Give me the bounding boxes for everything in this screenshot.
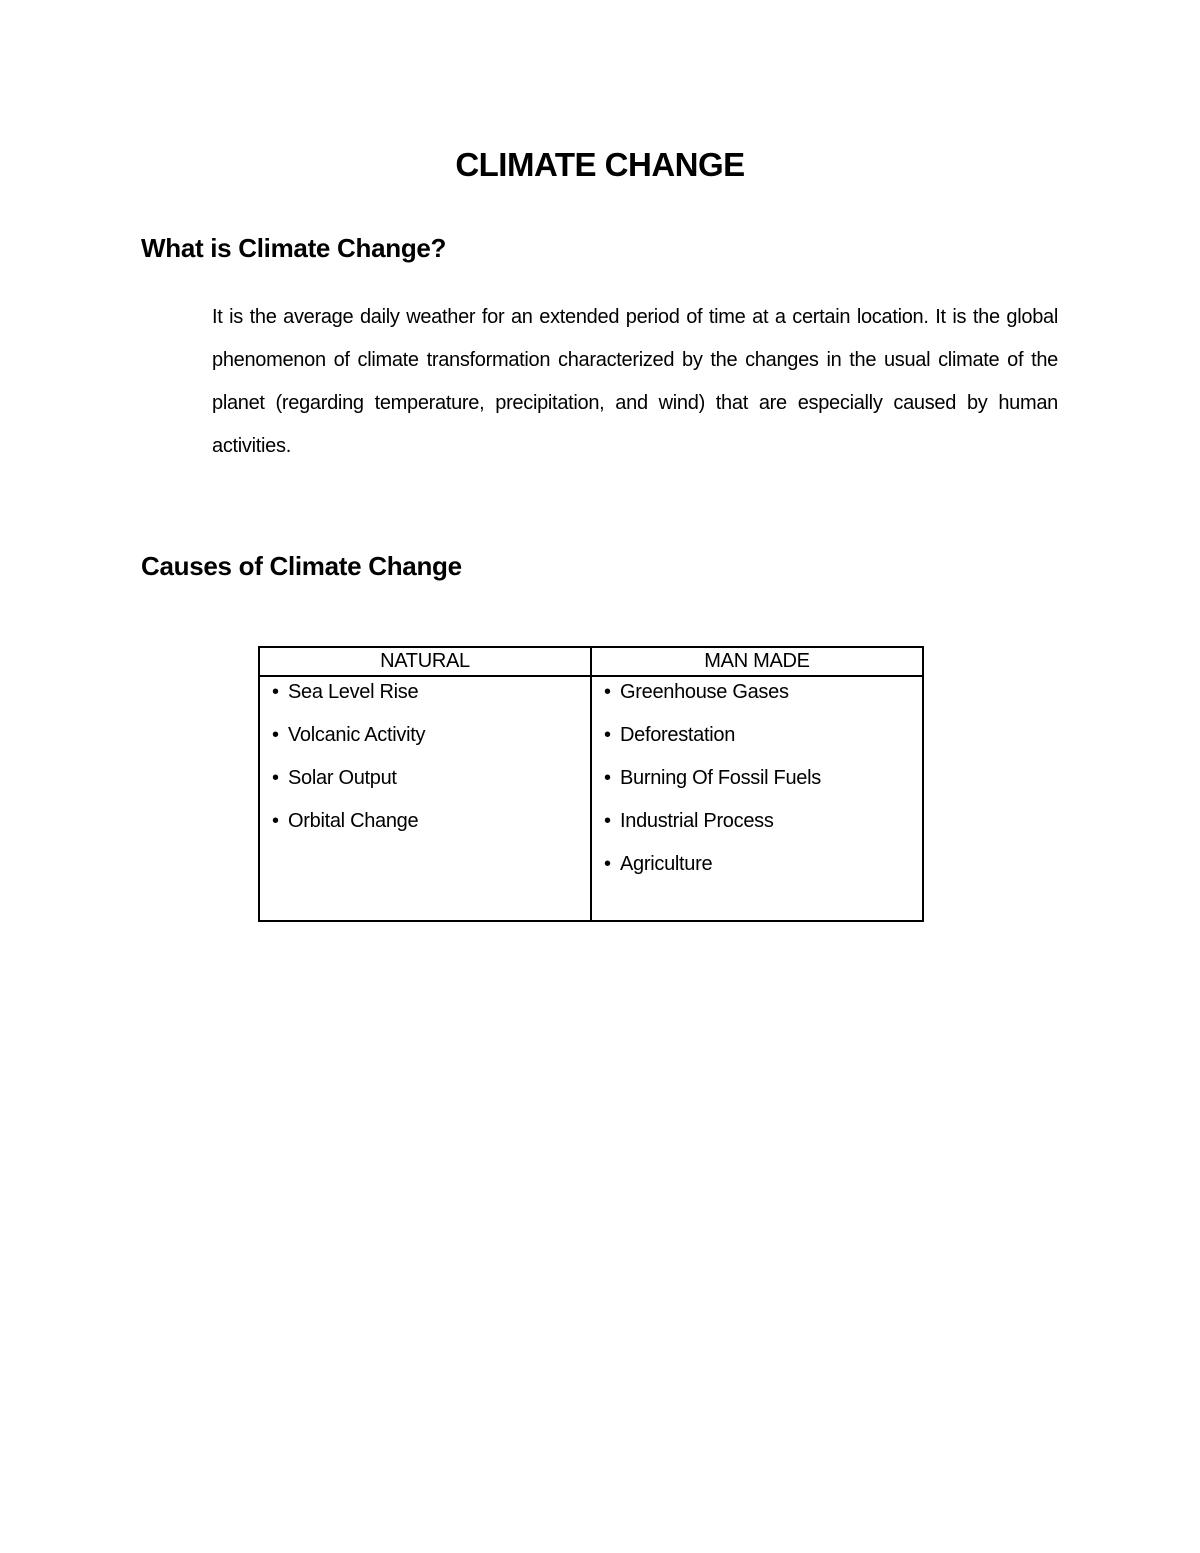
bullet: • — [604, 810, 611, 832]
list-item-label: Deforestation — [620, 724, 736, 746]
man-made-causes-cell — [591, 676, 923, 921]
list-item — [272, 806, 590, 849]
list-item — [604, 849, 922, 892]
list-item — [604, 763, 922, 806]
list-item — [272, 720, 590, 763]
section-heading-what-is: What is Climate Change? — [141, 233, 447, 263]
bullet: • — [272, 724, 279, 746]
list-item-label: Orbital Change — [288, 810, 419, 832]
list-item — [604, 806, 922, 849]
table-header-row — [259, 647, 923, 676]
section-heading-causes: Causes of Climate Change — [141, 551, 462, 581]
definition-paragraph: It is the average daily weather for an extended period of time at a certain location. It is the global phenomenon of climate transformation characterized by the changes in the usual climate of the planet (regarding temperature, precipitation, and wind) that are especially caused by human activities. — [212, 306, 1058, 457]
list-item-label: Volcanic Activity — [288, 724, 426, 746]
causes-table — [258, 646, 924, 922]
bullet: • — [272, 681, 279, 703]
bullet: • — [604, 767, 611, 789]
list-item — [272, 677, 590, 720]
list-item — [604, 720, 922, 763]
page-title: CLIMATE CHANGE — [455, 146, 745, 183]
list-item-label: Burning Of Fossil Fuels — [620, 767, 821, 789]
bullet: • — [604, 853, 611, 875]
natural-causes-list — [272, 677, 590, 849]
table-body-row — [259, 676, 923, 921]
man-made-causes-list — [604, 677, 922, 892]
bullet: • — [604, 724, 611, 746]
list-item — [604, 677, 922, 720]
list-item-label: Greenhouse Gases — [620, 681, 789, 703]
list-item-label: Industrial Process — [620, 810, 774, 832]
list-item — [272, 763, 590, 806]
bullet: • — [272, 767, 279, 789]
list-item-label: Agriculture — [620, 853, 713, 875]
list-item-label: Sea Level Rise — [288, 681, 419, 703]
natural-causes-cell — [259, 676, 591, 921]
bullet: • — [604, 681, 611, 703]
list-item-label: Solar Output — [288, 767, 397, 789]
column-header-man-made: MAN MADE — [591, 647, 923, 676]
bullet: • — [272, 810, 279, 832]
column-header-natural: NATURAL — [259, 647, 591, 676]
